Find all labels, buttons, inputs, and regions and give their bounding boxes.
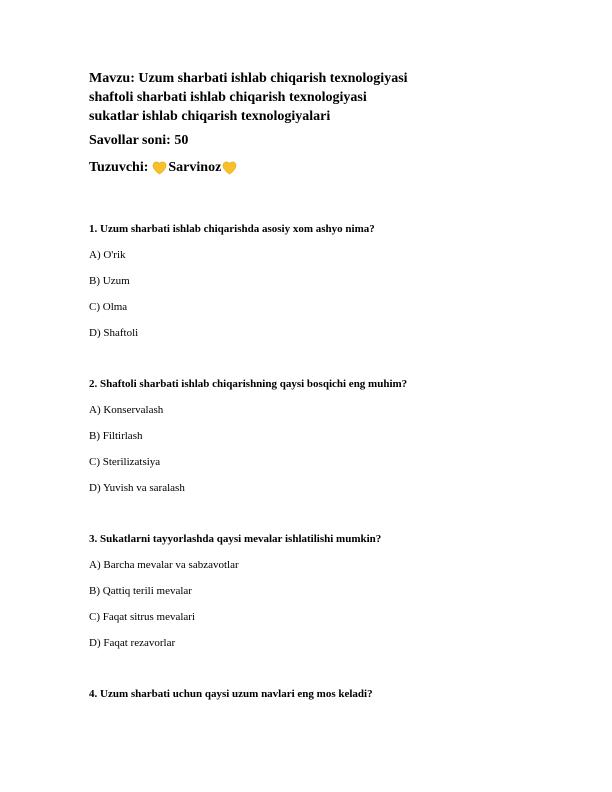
question-title: 2. Shaftoli sharbati ishlab chiqarishning qaysi bosqichi eng muhim? — [89, 378, 408, 390]
answer-option: B) Qattiq terili mevalar — [89, 585, 192, 597]
answer-option: A) Barcha mevalar va sabzavotlar — [89, 559, 239, 571]
answer-option: D) Faqat rezavorlar — [89, 637, 176, 649]
answer-option: D) Shaftoli — [89, 327, 139, 339]
document-header — [89, 69, 408, 177]
question-block-4 — [89, 687, 373, 701]
answer-option: B) Filtirlash — [89, 430, 143, 442]
author-label: Tuzuvchi: — [89, 160, 149, 175]
question-title: 3. Sukatlarni tayyorlashda qaysi mevalar ishlatilishi mumkin? — [89, 533, 382, 545]
author-line — [89, 158, 408, 177]
questions-count: Savollar soni: 50 — [89, 133, 189, 148]
topic-title-line-1: Mavzu: Uzum sharbati ishlab chiqarish texnologiyasi — [89, 71, 408, 86]
yellow-heart-icon — [152, 161, 167, 175]
answer-option: D) Yuvish va saralash — [89, 482, 185, 494]
answer-option: C) Faqat sitrus mevalari — [89, 611, 196, 623]
question-block-2 — [89, 377, 407, 495]
answer-option: B) Uzum — [89, 275, 130, 287]
answer-option: C) Olma — [89, 301, 128, 313]
answer-option: A) Konservalash — [89, 404, 164, 416]
topic-title-line-2: shaftoli sharbati ishlab chiqarish texnologiyasi — [89, 90, 367, 105]
question-block-3 — [89, 532, 381, 650]
question-title: 4. Uzum sharbati uchun qaysi uzum navlari eng mos keladi? — [89, 688, 373, 700]
answer-option: C) Sterilizatsiya — [89, 456, 161, 468]
topic-title-line-3: sukatlar ishlab chiqarish texnologiyalari — [89, 109, 331, 124]
answer-option: A) O'rik — [89, 249, 126, 261]
yellow-heart-icon — [222, 161, 237, 175]
question-title: 1. Uzum sharbati ishlab chiqarishda asosiy xom ashyo nima? — [89, 223, 375, 235]
author-name: Sarvinoz — [168, 160, 222, 175]
question-block-1 — [89, 222, 375, 340]
